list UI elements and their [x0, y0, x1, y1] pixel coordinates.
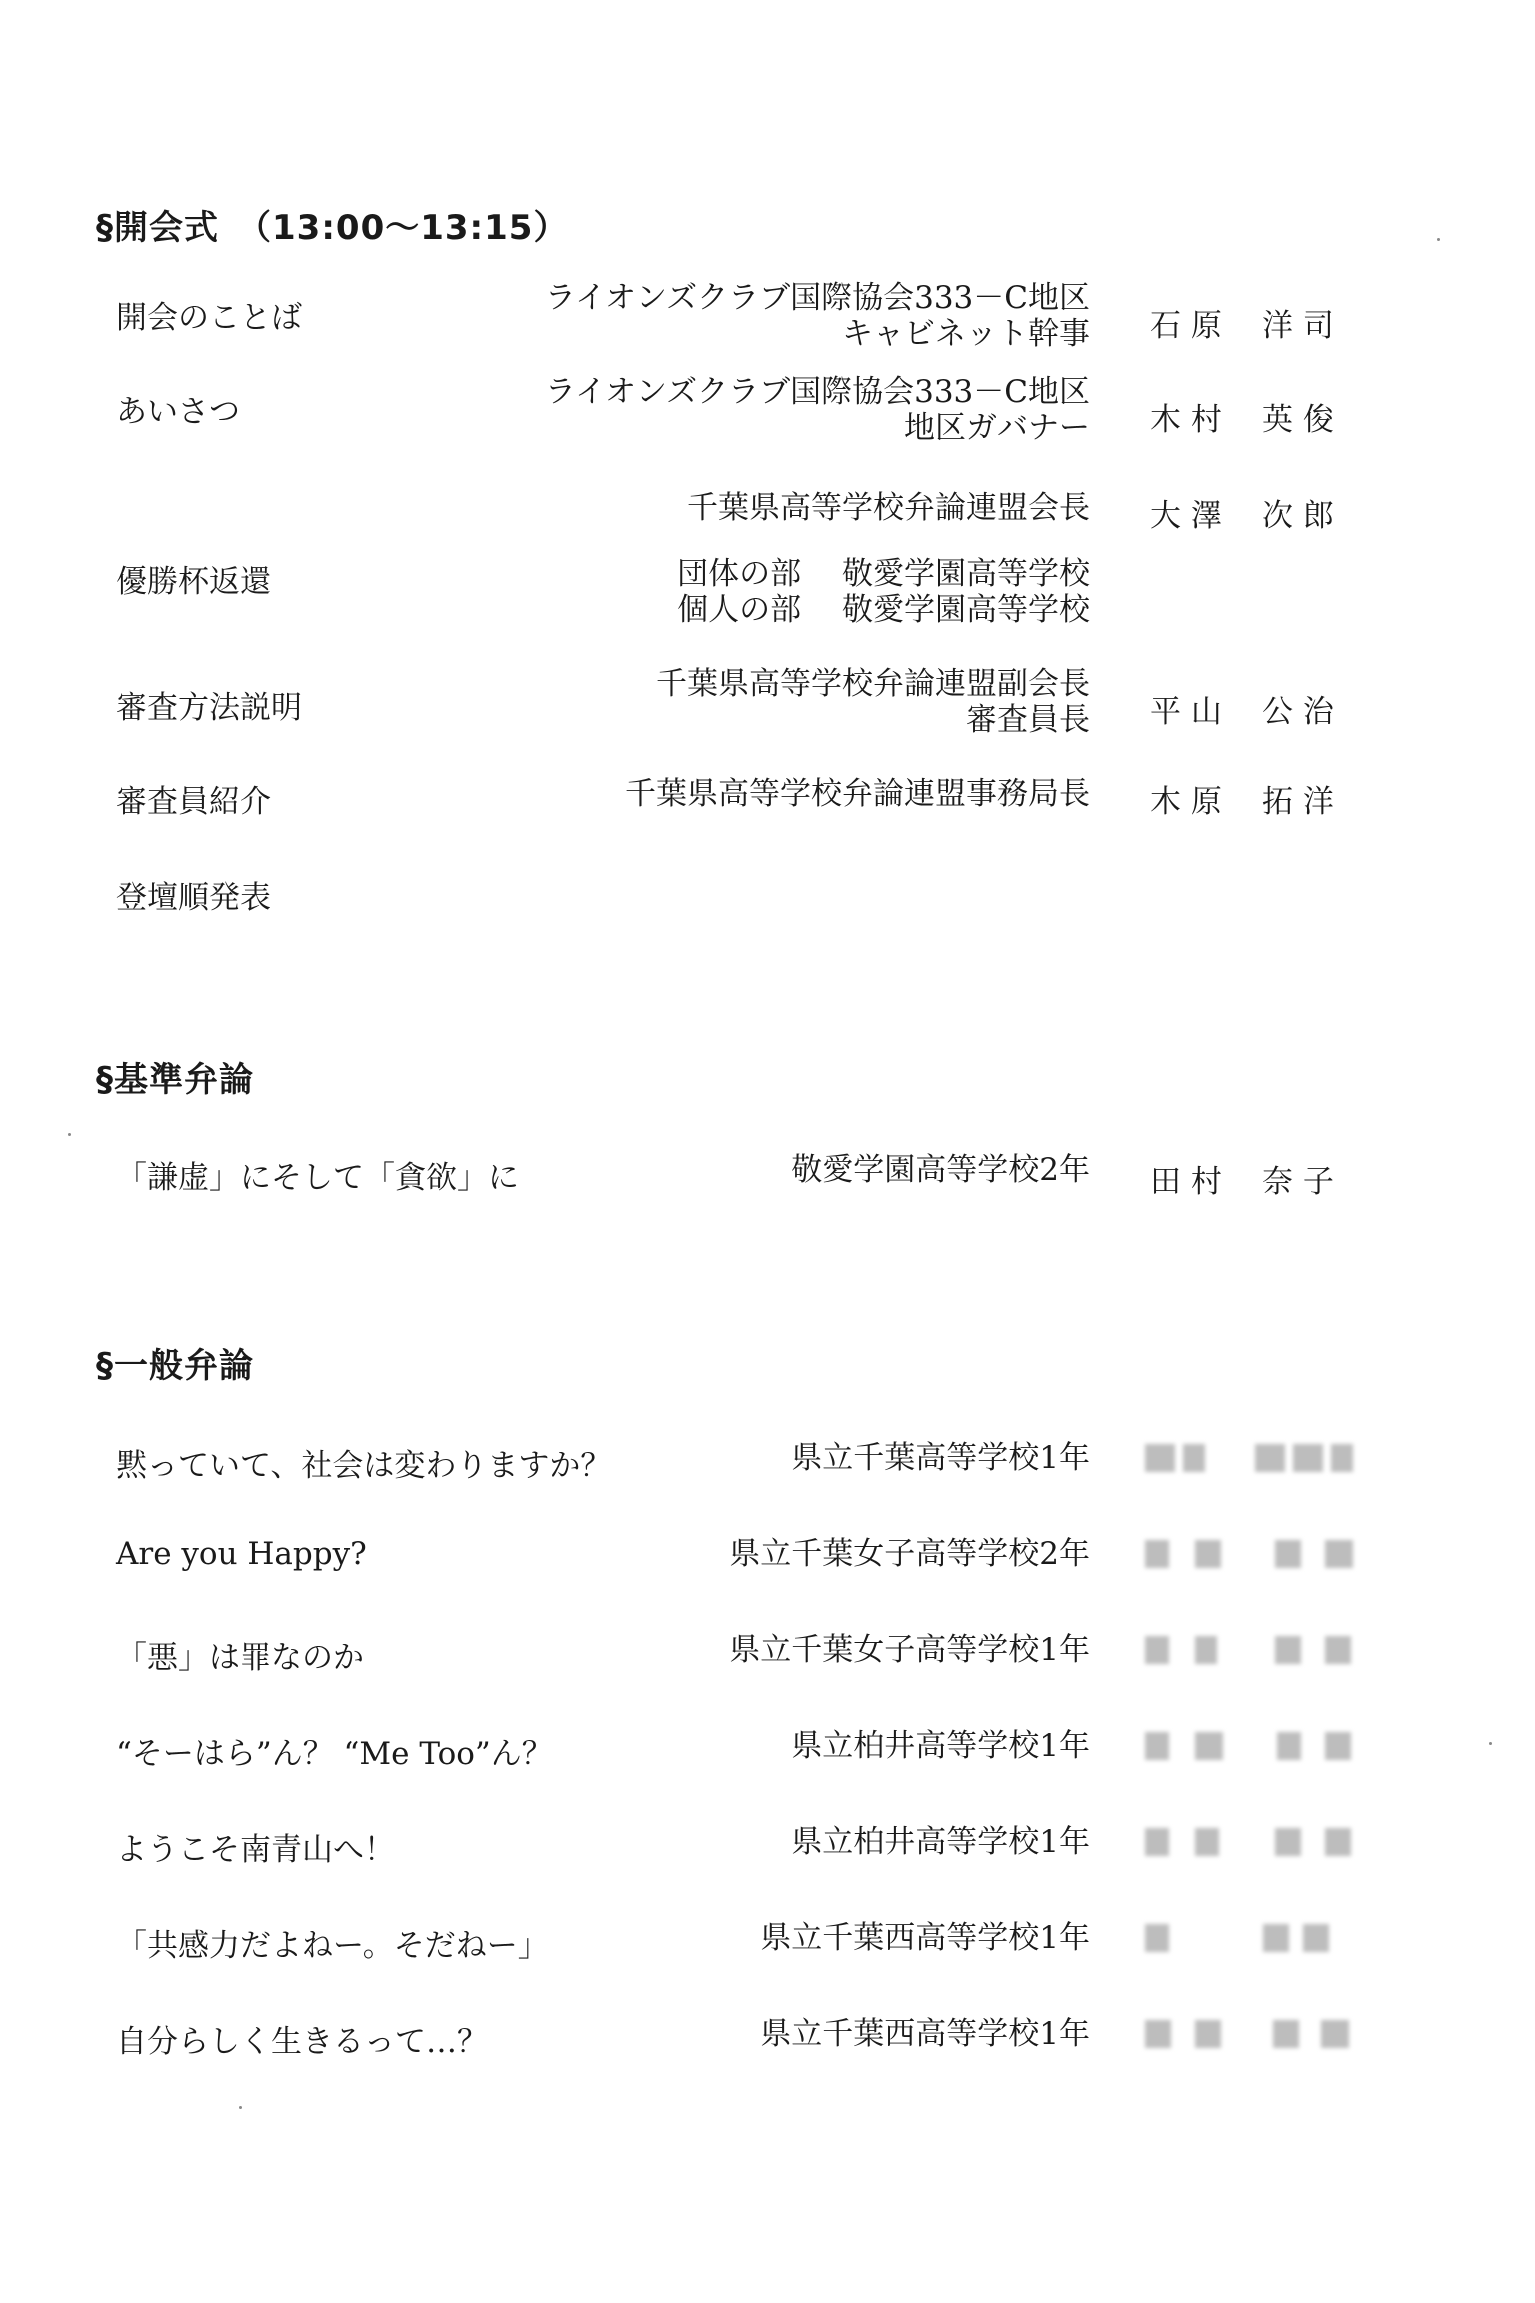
program-item: 優勝杯返還	[116, 564, 271, 600]
organization	[545, 280, 1090, 352]
person-surname: 田 村	[1150, 1164, 1222, 1200]
organization-line: ライオンズクラブ国際協会333－C地区	[544, 374, 1090, 410]
scan-speck	[1437, 238, 1440, 241]
school	[791, 1824, 1090, 1860]
person-given-name: 英 俊	[1262, 402, 1334, 438]
person-given-name: 洋 司	[1262, 308, 1334, 344]
school-line: 県立千葉西高等学校1年	[760, 1920, 1090, 1956]
person-given-name: 公 治	[1262, 694, 1334, 730]
speech-title: 「悪」は罪なのか	[116, 1640, 364, 1676]
speech-title: 「共感力だよねー。そだねー」	[116, 1928, 549, 1964]
scan-speck	[68, 1133, 71, 1136]
speech-title: 自分らしく生きるって…？	[116, 2024, 488, 2060]
speech-title: ようこそ南青山へ！	[116, 1832, 395, 1868]
organization-line: 個人の部 敬愛学園高等学校	[677, 592, 1090, 628]
redacted-name	[1145, 1440, 1360, 1476]
school	[760, 2016, 1090, 2052]
person-surname: 木 村	[1150, 402, 1222, 438]
organization	[656, 666, 1090, 738]
school	[791, 1728, 1090, 1764]
redacted-name	[1145, 2016, 1360, 2052]
scan-speck	[1489, 1742, 1492, 1745]
speech-title: “そーはら”ん？ “Me Too”ん？	[116, 1736, 553, 1772]
person-surname: 木 原	[1150, 784, 1222, 820]
person-surname: 石 原	[1150, 308, 1222, 344]
organization-line: 地区ガバナー	[904, 410, 1090, 446]
organization-line: ライオンズクラブ国際協会333－C地区	[544, 280, 1090, 316]
school-line: 県立柏井高等学校1年	[791, 1728, 1090, 1764]
school	[760, 1920, 1090, 1956]
organization	[687, 490, 1090, 526]
school-line: 県立千葉女子高等学校1年	[729, 1632, 1090, 1668]
organization-line: 団体の部 敬愛学園高等学校	[677, 556, 1090, 592]
organization	[625, 776, 1090, 812]
school	[729, 1536, 1090, 1572]
person-surname: 大 澤	[1150, 498, 1222, 534]
school	[729, 1632, 1090, 1668]
organization-line: 千葉県高等学校弁論連盟事務局長	[625, 776, 1090, 812]
school	[791, 1152, 1090, 1188]
school-line: 県立柏井高等学校1年	[791, 1824, 1090, 1860]
person-given-name: 次 郎	[1262, 498, 1334, 534]
section-title-general: §一般弁論	[96, 1346, 254, 1386]
redacted-name	[1145, 1824, 1360, 1860]
section-title-opening: §開会式 （13:00〜13:15）	[96, 208, 569, 248]
organization	[545, 374, 1090, 446]
section-title-standard: §基準弁論	[96, 1060, 254, 1100]
school-line: 県立千葉高等学校1年	[791, 1440, 1090, 1476]
speech-title: Are you Happy?	[116, 1536, 367, 1572]
organization-line: キャビネット幹事	[842, 316, 1090, 352]
person-surname: 平 山	[1150, 694, 1222, 730]
person-given-name: 奈 子	[1262, 1164, 1334, 1200]
organization-line: 審査員長	[966, 702, 1090, 738]
redacted-name	[1145, 1920, 1360, 1956]
speech-title: 「謙虚」にそして「貪欲」に	[116, 1160, 519, 1196]
organization	[677, 556, 1090, 628]
redacted-name	[1145, 1728, 1360, 1764]
program-item: 登壇順発表	[116, 880, 271, 916]
person-given-name: 拓 洋	[1262, 784, 1334, 820]
program-item: 開会のことば	[116, 300, 302, 336]
program-item: あいさつ	[116, 394, 240, 430]
program-item: 審査方法説明	[116, 690, 302, 726]
school-line: 県立千葉西高等学校1年	[760, 2016, 1090, 2052]
organization-line: 千葉県高等学校弁論連盟会長	[687, 490, 1090, 526]
program-item: 審査員紹介	[116, 784, 271, 820]
school-line: 県立千葉女子高等学校2年	[729, 1536, 1090, 1572]
redacted-name	[1145, 1632, 1360, 1668]
organization-line: 千葉県高等学校弁論連盟副会長	[656, 666, 1090, 702]
school	[791, 1440, 1090, 1476]
scan-speck	[239, 2106, 242, 2109]
redacted-name	[1145, 1536, 1360, 1572]
school-line: 敬愛学園高等学校2年	[791, 1152, 1090, 1188]
speech-title: 黙っていて、社会は変わりますか？	[116, 1448, 612, 1484]
